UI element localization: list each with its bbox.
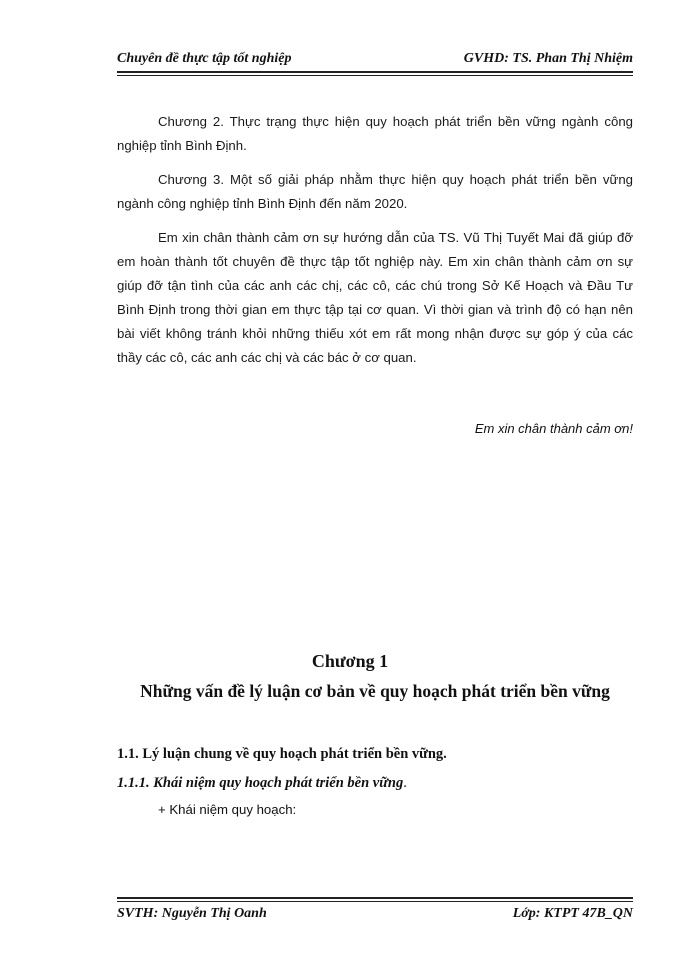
header-course-title: Chuyên đề thực tập tốt nghiệp [117, 51, 292, 66]
footer-student: SVTH: Nguyễn Thị Oanh [117, 906, 267, 921]
section-heading-1-1-1 [117, 775, 407, 792]
paragraph-acknowledgement: Em xin chân thành cảm ơn sự hướng dẫn của TS. Vũ Thị Tuyết Mai đã giúp đỡ em hoàn thành tốt chuyên đề thực tập tốt nghiệp này. Em xin chân thành cảm ơn sự giúp đỡ tận tình của các anh các chị, các cô, các chú trong Sở Kế Hoạch và Đầu Tư Bình Định trong thời gian em thực tập tại cơ quan. Vì thời gian và trình độ có hạn nên bài viết không tránh khỏi những thiếu xót em rất mong nhận được sự góp ý của các thầy các cô, các anh các chị và các bác ở cơ quan. [117, 230, 633, 365]
section-heading-1-1: 1.1. Lý luận chung về quy hoạch phát triển bền vững. [117, 746, 447, 762]
header-supervisor: GVHD: TS. Phan Thị Nhiệm [463, 51, 633, 66]
section-heading-1-1-1-text: 1.1.1. Khái niệm quy hoạch phát triển bền vững [117, 775, 404, 791]
footer-class: Lớp: KTPT 47B_QN [512, 906, 633, 921]
paragraph-chapter-3: Chương 3. Một số giải pháp nhằm thực hiện quy hoạch phát triển bền vững ngành công nghiệp tỉnh Bình Định đến năm 2020. [117, 172, 633, 211]
intro-text [117, 110, 633, 370]
closing-thanks: Em xin chân thành cảm ơn! [474, 421, 633, 436]
page-header [117, 49, 633, 73]
chapter-number: Chương 1 [311, 651, 389, 671]
paragraph-chapter-2: Chương 2. Thực trạng thực hiện quy hoạch phát triển bền vững ngành công nghiệp tỉnh Bình Định. [117, 114, 633, 153]
bullet-planning-concept: + Khái niệm quy hoạch: [158, 802, 297, 817]
page-footer [117, 897, 633, 929]
section-heading-1-1-1-trail: . [403, 775, 407, 791]
chapter-title: Những vấn đề lý luận cơ bản về quy hoạch phát triển bền vững [140, 681, 610, 701]
